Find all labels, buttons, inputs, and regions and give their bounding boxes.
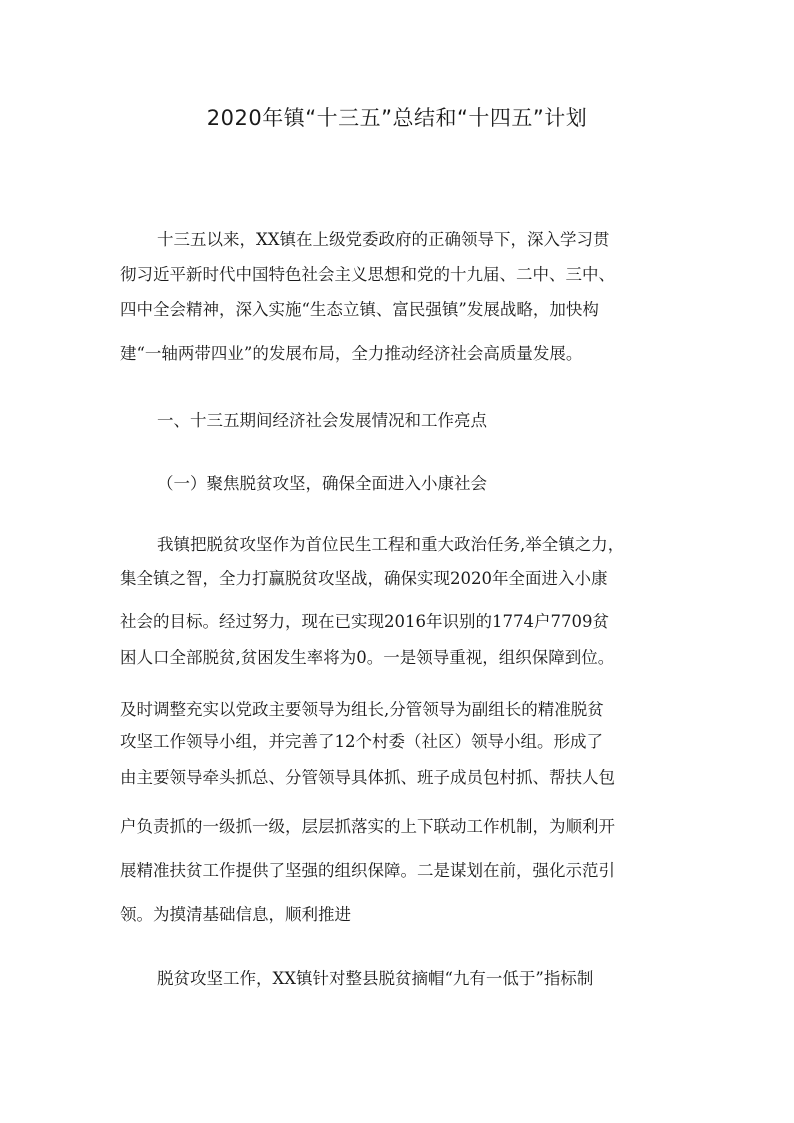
paragraph-line: 集全镇之智，全力打赢脱贫攻坚战，确保实现2020年全面进入小康 [120,569,608,588]
paragraph-line: 脱贫攻坚工作，XX镇针对整县脱贫摘帽“九有一低于”指标制 [157,969,594,988]
paragraph-line: 户负责抓的一级抓一级，层层抓落实的上下联动工作机制，为顺利开 [120,817,615,836]
paragraph-line: 由主要领导牵头抓总、分管领导具体抓、班子成员包村抓、帮扶人包 [120,768,615,787]
paragraph-line: 及时调整充实以党政主要领导为组长,分管领导为副组长的精准脱贫 [120,700,604,719]
paragraph-line: 社会的目标。经过努力，现在已实现2016年识别的1774户7709贫 [120,612,609,631]
document-title: 2020年镇“十三五”总结和“十四五”计划 [206,106,588,130]
paragraph-line: 彻习近平新时代中国特色社会主义思想和党的十九届、二中、三中、 [120,265,615,284]
paragraph-line: 展精准扶贫工作提供了坚强的组织保障。二是谋划在前，强化示范引 [120,861,615,880]
section-heading: 一、十三五期间经济社会发展情况和工作亮点 [157,411,487,430]
paragraph-line: 领。为摸清基础信息，顺利推进 [120,905,351,924]
paragraph-line: 困人口全部脱贫,贫困发生率将为0。一是领导重视，组织保障到位。 [120,648,615,667]
paragraph-line: 我镇把脱贫攻坚作为首位民生工程和重大政治任务,举全镇之力， [157,535,625,554]
paragraph-line: 十三五以来，XX镇在上级党委政府的正确领导下，深入学习贯 [157,230,610,249]
subsection-heading: （一）聚焦脱贫攻坚，确保全面进入小康社会 [157,474,487,493]
paragraph-line: 四中全会精神，深入实施“生态立镇、富民强镇”发展战略，加快构 [120,300,599,319]
paragraph-line: 建“一轴两带四业”的发展布局，全力推动经济社会高质量发展。 [120,344,583,363]
paragraph-line: 攻坚工作领导小组，并完善了12个村委（社区）领导小组。形成了 [120,732,603,751]
